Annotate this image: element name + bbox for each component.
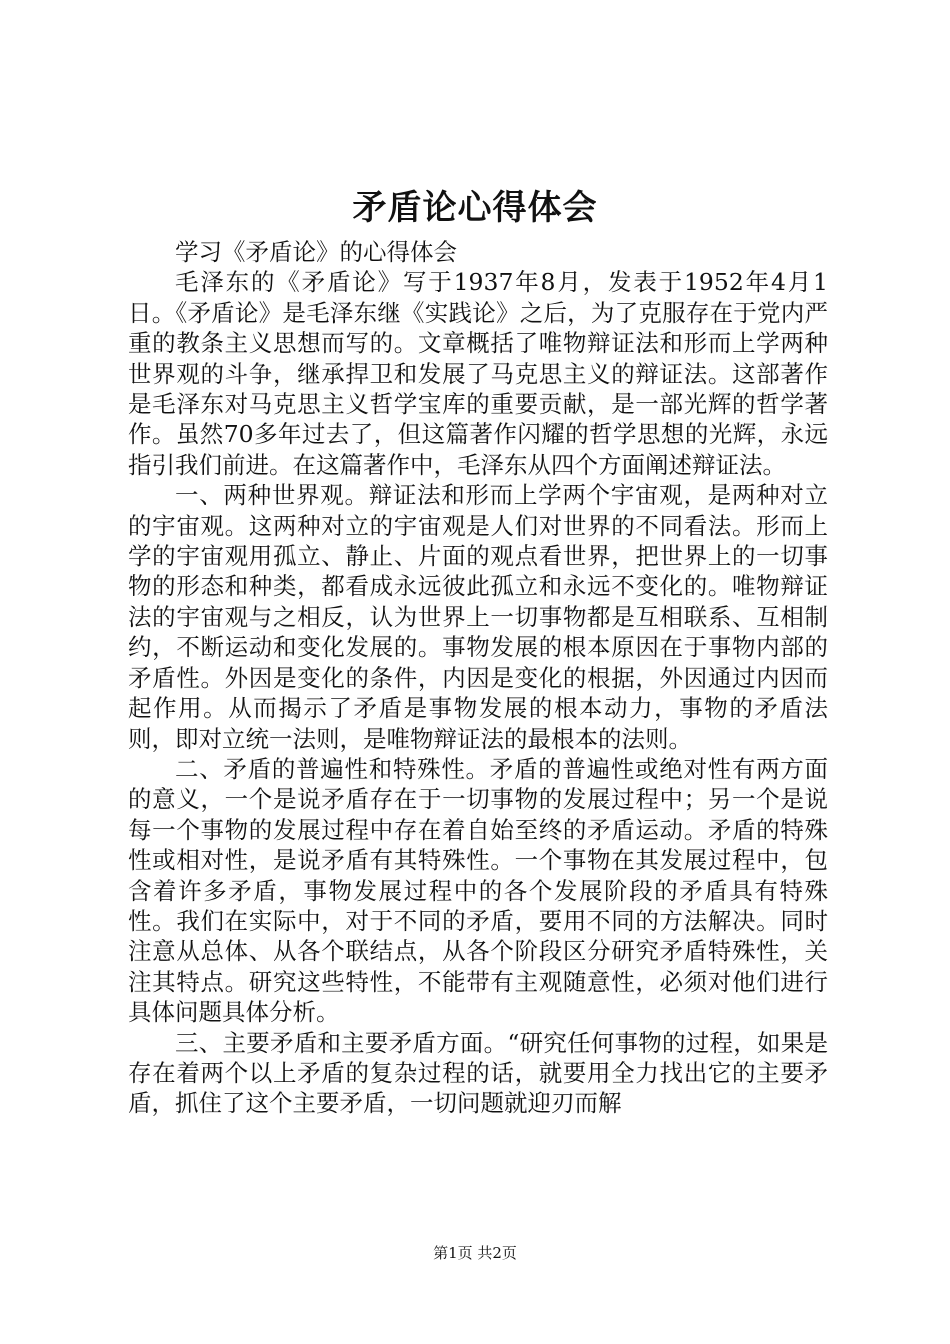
paragraph-section-2: 二、矛盾的普遍性和特殊性。矛盾的普遍性或绝对性有两方面的意义，一个是说矛盾存在于一切事物的发展过程中；另一个是说每一个事物的发展过程中存在着自始至终的矛盾运动。矛盾的特殊性或相对性，是说矛盾有其特殊性。一个事物在其发展过程中，包含着许多矛盾，事物发展过程中的各个发展阶段的矛盾具有特殊性。我们在实际中，对于不同的矛盾，要用不同的方法解决。同时注意从总体、从各个联结点，从各个阶段区分研究矛盾特殊性，关注其特点。研究这些特性，不能带有主观随意性，必须对他们进行具体问题具体分析。 [128,754,828,1027]
paragraph-section-3: 三、主要矛盾和主要矛盾方面。“研究任何事物的过程，如果是存在着两个以上矛盾的复杂过程的话，就要用全力找出它的主要矛盾，抓住了这个主要矛盾，一切问题就迎刃而解 [128,1028,828,1118]
document-title: 矛盾论心得体会 [352,188,598,228]
paragraph-intro: 毛泽东的《矛盾论》写于1937年8月，发表于1952年4月1日。《矛盾论》是毛泽东继《实践论》之后，为了克服存在于党内严重的教条主义思想而写的。文章概括了唯物辩证法和形而上学两种世界观的斗争，继承捍卫和发展了马克思主义的辩证法。这部著作是毛泽东对马克思主义哲学宝库的重要贡献，是一部光辉的哲学著作。虽然70多年过去了，但这篇著作闪耀的哲学思想的光辉，永远指引我们前进。在这篇著作中，毛泽东从四个方面阐述辩证法。 [128,268,828,479]
document-body [128,237,828,1119]
paragraph-section-1: 一、两种世界观。辩证法和形而上学两个宇宙观，是两种对立的宇宙观。这两种对立的宇宙观是人们对世界的不同看法。形而上学的宇宙观用孤立、静止、片面的观点看世界，把世界上的一切事物的形态和种类，都看成永远彼此孤立和永远不变化的。唯物辩证法的宇宙观与之相反，认为世界上一切事物都是互相联系、互相制约，不断运动和变化发展的。事物发展的根本原因在于事物内部的矛盾性。外因是变化的条件，内因是变化的根据，外因通过内因而起作用。从而揭示了矛盾是事物发展的根本动力，事物的矛盾法则，即对立统一法则，是唯物辩证法的最根本的法则。 [128,481,828,753]
paragraph-subtitle: 学习《矛盾论》的心得体会 [175,238,457,266]
page-number-footer: 第1页 共2页 [433,1244,517,1262]
